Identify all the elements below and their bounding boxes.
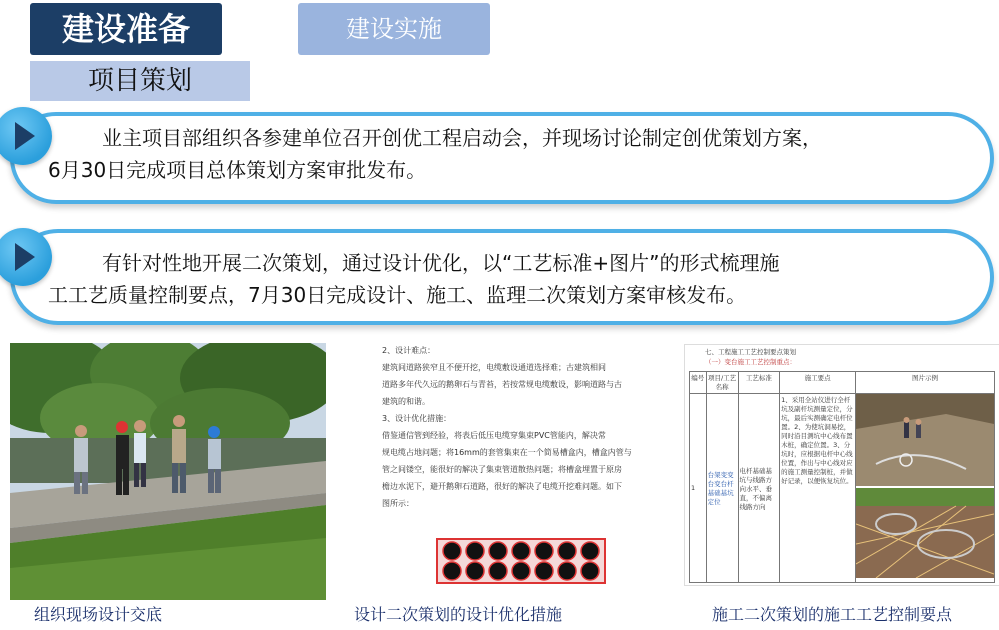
doc1-line: 道路多年代久远的鹅卵石与青苔，若按常规电缆敷设，影响道路与古 <box>382 380 622 389</box>
table-header: 项目/工艺名称 <box>706 372 738 394</box>
table-header: 编号 <box>690 372 707 394</box>
conduit-bundle-diagram <box>436 538 606 584</box>
table-cell: 台架变变台变台杆基础基坑定位 <box>706 394 738 583</box>
site-design-briefing-photo <box>10 343 326 600</box>
table-cell: 电杆基础基坑与线路方向水平、垂直，不偏离线路方向 <box>738 394 780 583</box>
site-photo-examples <box>856 394 994 578</box>
doc1-line: 3、设计优化措施： <box>382 414 452 423</box>
callout-2-line-1: 有针对性地开展二次策划，通过设计优化，以“工艺标准+图片”的形式梳理施 <box>102 251 780 275</box>
photo-caption: 组织现场设计交底 <box>34 605 163 624</box>
callout-2-line-2: 工工艺质量控制要点，7月30日完成设计、施工、监理二次策划方案审核发布。 <box>48 283 747 307</box>
doc2-caption: 施工二次策划的施工工艺控制要点 <box>712 605 953 624</box>
callout-1-line-1: 业主项目部组织各参建单位召开创优工程启动会，并现场讨论制定创优策划方案， <box>102 126 822 150</box>
callout-1-line-2: 6月30日完成项目总体策划方案审批发布。 <box>48 158 427 182</box>
callout-text-2 <box>48 247 960 311</box>
table-cell: 1 <box>690 394 707 583</box>
doc1-caption: 设计二次策划的设计优化措施 <box>354 605 563 624</box>
doc1-line: 檐边水泥下，避开鹅卵石道路，很好的解决了电缆开挖难问题。如下 <box>382 482 622 491</box>
table-cell-images <box>856 394 995 583</box>
doc2-title: 七、工程施工工艺控制要点策划 <box>705 348 796 356</box>
doc1-line: 建筑的和谐。 <box>382 397 430 406</box>
construction-control-points-document <box>684 344 999 586</box>
doc1-line: 建筑间道路狭窄且不便开挖，电缆敷设通道选择难；古建筑相间 <box>382 363 606 372</box>
doc1-line: 借鉴通信管到经验，将表后低压电缆穿集束PVC管能内，解决常 <box>382 431 606 440</box>
doc1-line: 规电缆占地问题；将16mm的套管集束在一个简易槽盒内，槽盒内管与 <box>382 448 632 457</box>
table-header: 施工要点 <box>780 372 856 394</box>
tab-construction-preparation[interactable]: 建设准备 <box>30 3 222 55</box>
section-subtitle: 项目策划 <box>30 61 250 101</box>
tab-construction-implementation[interactable]: 建设实施 <box>298 3 490 55</box>
callout-box-2 <box>10 229 994 325</box>
table-header: 图片示例 <box>856 372 995 394</box>
doc1-line: 图所示： <box>382 499 414 508</box>
callout-box-1 <box>10 112 994 204</box>
doc1-line: 管之间镂空，能很好的解决了集束管道散热问题；将槽盒埋置于原房 <box>382 465 622 474</box>
design-optimization-document <box>362 340 650 586</box>
table-header: 工艺标准 <box>738 372 780 394</box>
callout-text-1 <box>48 122 960 186</box>
table-cell: 1、采用全站仪进行全杆坑及副杆坑测量定位，分坑，最后实测确定电杆位置。2、为使坑洞易挖，同时沿目测坑中心线布置木桩，确定位置。3、分坑时，应根据电杆中心线位置，作出与中心线对应的施工测量控制桩，并做好记录，以便恢复坑位。 <box>780 394 856 583</box>
doc2-subtitle: （一）变台施工工艺控制重点： <box>705 358 796 366</box>
doc1-line: 2、设计难点： <box>382 346 436 355</box>
control-points-table <box>689 371 995 583</box>
